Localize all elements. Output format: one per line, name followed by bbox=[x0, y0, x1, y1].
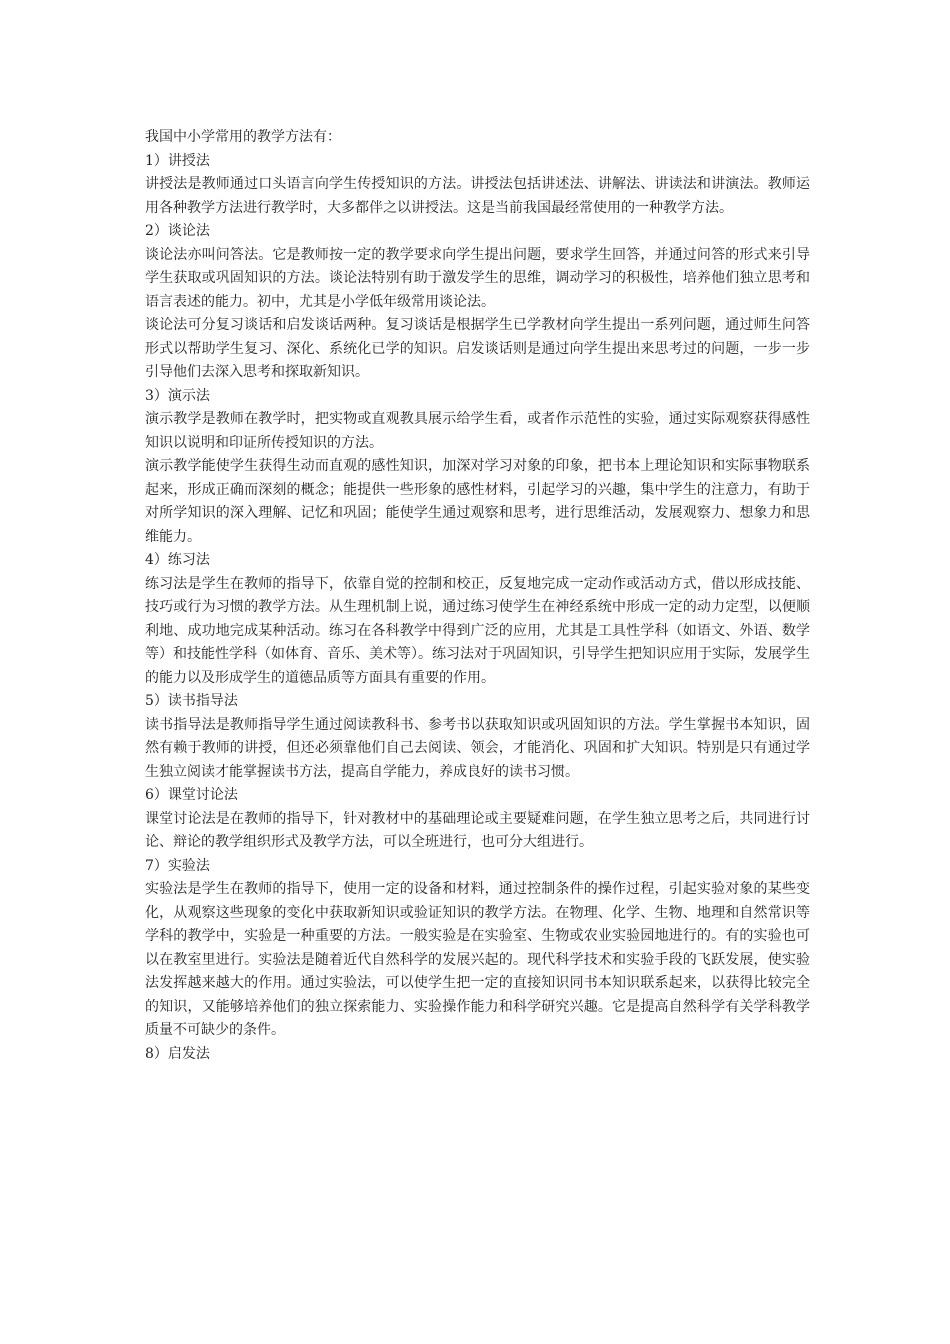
section-heading-experiment: 7）实验法 bbox=[145, 857, 210, 874]
section-paragraph: 谈论法可分复习谈话和启发谈话两种。复习谈话是根据学生已学教材向学生提出一系列问题，通过师生问答形式以帮助学生复习、深化、系统化已学的知识。启发谈话则是通过向学生提出来思考过的问题，一步一步引导他们去深入思考和探取新知识。 bbox=[145, 317, 810, 380]
section-paragraph: 课堂讨论法是在教师的指导下，针对教材中的基础理论或主要疑难问题，在学生独立思考之后，共同进行讨论、辩论的教学组织形式及教学方法，可以全班进行，也可分大组进行。 bbox=[145, 810, 810, 850]
intro-text: 我国中小学常用的教学方法有： bbox=[145, 129, 341, 145]
section-paragraph: 练习法是学生在教师的指导下，依靠自觉的控制和校正，反复地完成一定动作或活动方式，借以形成技能、技巧或行为习惯的教学方法。从生理机制上说，通过练习使学生在神经系统中形成一定的动力定型，以便顺利地、成功地完成某种活动。练习在各科教学中得到广泛的应用，尤其是工具性学科（如语文、外语、数学等）和技能性学科（如体育、音乐、美术等）。练习法对于巩固知识，引导学生把知识应用于实际，发展学生的能力以及形成学生的道德品质等方面具有重要的作用。 bbox=[145, 575, 810, 686]
section-heading-practice: 4）练习法 bbox=[145, 552, 210, 568]
document-body bbox=[145, 126, 810, 1066]
section-heading-demonstration: 3）演示法 bbox=[145, 387, 210, 404]
section-heading-lecture: 1）讲授法 bbox=[145, 152, 210, 169]
section-heading-discussion: 2）谈论法 bbox=[145, 223, 210, 239]
section-paragraph: 演示教学是教师在教学时，把实物或直观教具展示给学生看，或者作示范性的实验，通过实际观察获得感性知识以说明和印证所传授知识的方法。 bbox=[145, 411, 810, 451]
section-heading-classroom-discussion: 6）课堂讨论法 bbox=[145, 787, 238, 803]
section-paragraph: 谈论法亦叫问答法。它是教师按一定的教学要求向学生提出问题，要求学生回答，并通过问答的形式来引导学生获取或巩固知识的方法。谈论法特别有助于激发学生的思维，调动学习的积极性，培养他们独立思考和语言表述的能力。初中，尤其是小学低年级常用谈论法。 bbox=[145, 246, 810, 310]
section-heading-heuristic: 8）启发法 bbox=[145, 1045, 210, 1062]
section-paragraph: 实验法是学生在教师的指导下，使用一定的设备和材料，通过控制条件的操作过程，引起实验对象的某些变化，从观察这些现象的变化中获取新知识或验证知识的教学方法。在物理、化学、生物、地理和自然常识等学科的教学中，实验是一种重要的方法。一般实验是在实验室、生物或农业实验园地进行的。有的实验也可以在教室里进行。实验法是随着近代自然科学的发展兴起的。现代科学技术和实验手段的飞跃发展，使实验法发挥越来越大的作用。通过实验法，可以使学生把一定的直接知识同书本知识联系起来，以获得比较完全的知识，又能够培养他们的独立探索能力、实验操作能力和科学研究兴趣。它是提高自然科学有关学科教学质量不可缺少的条件。 bbox=[145, 881, 810, 1038]
section-paragraph: 演示教学能使学生获得生动而直观的感性知识，加深对学习对象的印象，把书本上理论知识和实际事物联系起来，形成正确而深刻的概念；能提供一些形象的感性材料，引起学习的兴趣，集中学生的注意力，有助于对所学知识的深入理解、记忆和巩固；能使学生通过观察和思考，进行思维活动，发展观察力、想象力和思维能力。 bbox=[145, 458, 810, 545]
section-paragraph: 读书指导法是教师指导学生通过阅读教科书、参考书以获取知识或巩固知识的方法。学生掌握书本知识，固然有赖于教师的讲授，但还必须靠他们自己去阅读、领会，才能消化、巩固和扩大知识。特别是只有通过学生独立阅读才能掌握读书方法，提高自学能力，养成良好的读书习惯。 bbox=[145, 716, 810, 780]
section-heading-reading-guidance: 5）读书指导法 bbox=[145, 693, 238, 709]
section-paragraph: 讲授法是教师通过口头语言向学生传授知识的方法。讲授法包括讲述法、讲解法、讲读法和讲演法。教师运用各种教学方法进行教学时，大多都伴之以讲授法。这是当前我国最经常使用的一种教学方法。 bbox=[145, 176, 810, 216]
